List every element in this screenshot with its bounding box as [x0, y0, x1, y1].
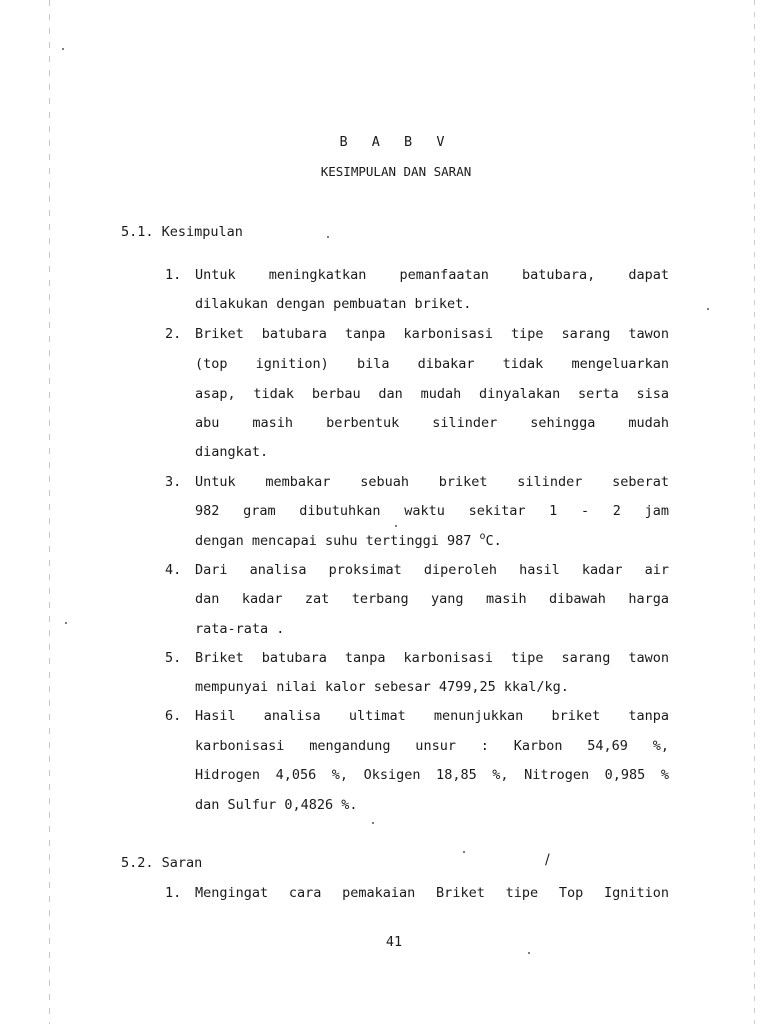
scan-speck — [707, 308, 709, 310]
temperature-unit: C. — [485, 533, 502, 549]
list-item-line: Untuk meningkatkan pemanfaatan batubara, dapat — [195, 267, 669, 283]
list-item-line: Untuk membakar sebuah briket silinder seberat — [195, 474, 669, 490]
list-item-line: Briket batubara tanpa karbonisasi tipe sarang tawon — [195, 326, 669, 342]
scan-speck — [528, 952, 530, 954]
section-heading-kesimpulan: 5.1. Kesimpulan — [121, 224, 243, 240]
scan-speck — [463, 851, 465, 853]
scan-edge-right — [754, 0, 755, 1024]
list-item-line: asap, tidak berbau dan mudah dinyalakan serta sisa — [195, 386, 669, 402]
scan-speck — [65, 622, 67, 624]
scan-edge-left — [49, 0, 50, 1024]
list-item-line: rata-rata . — [195, 621, 285, 637]
list-item-number: 1. — [165, 267, 182, 283]
list-item-line: Hidrogen 4,056 %, Oksigen 18,85 %, Nitrogen 0,985 % — [195, 767, 669, 783]
degree-superscript: o — [479, 531, 486, 542]
page-number: 41 — [385, 934, 403, 950]
list-item-number: 6. — [165, 708, 182, 724]
list-item-line: mempunyai nilai kalor sebesar 4799,25 kkal/kg. — [195, 679, 569, 695]
scan-speck — [372, 822, 374, 824]
list-item-line-with-unit — [195, 533, 669, 549]
list-item-line: dan kadar zat terbang yang masih dibawah harga — [195, 591, 669, 607]
list-item-line: karbonisasi mengandung unsur : Karbon 54,69 %, — [195, 738, 669, 754]
list-item-line: dilakukan dengan pembuatan briket. — [195, 296, 472, 312]
list-item-line: dan Sulfur 0,4826 %. — [195, 797, 358, 813]
list-item-number: 1. — [165, 885, 182, 901]
list-item-line: dengan mencapai suhu tertinggi 987 — [195, 533, 472, 549]
list-item-number: 2. — [165, 326, 182, 342]
list-item-line: Mengingat cara pemakaian Briket tipe Top Ignition — [195, 885, 669, 901]
scan-speck — [62, 48, 64, 50]
list-item-line: Hasil analisa ultimat menunjukkan briket tanpa — [195, 708, 669, 724]
chapter-title: KESIMPULAN DAN SARAN — [320, 164, 472, 179]
list-item-line: 982 gram dibutuhkan waktu sekitar 1 - 2 jam — [195, 503, 669, 519]
handwritten-slash-mark: / — [545, 852, 550, 868]
list-item-line: Briket batubara tanpa karbonisasi tipe sarang tawon — [195, 650, 669, 666]
scan-speck — [327, 236, 329, 238]
list-item-line: abu masih berbentuk silinder sehingga mudah — [195, 415, 669, 431]
section-heading-saran: 5.2. Saran — [121, 855, 203, 871]
list-item-number: 4. — [165, 562, 182, 578]
list-item-number: 5. — [165, 650, 182, 666]
list-item-number: 3. — [165, 474, 182, 490]
chapter-label: B A B V — [339, 134, 453, 150]
scan-speck — [395, 525, 397, 527]
list-item-line: diangkat. — [195, 444, 269, 460]
list-item-line: Dari analisa proksimat diperoleh hasil kadar air — [195, 562, 669, 578]
list-item-line: (top ignition) bila dibakar tidak mengeluarkan — [195, 356, 669, 372]
